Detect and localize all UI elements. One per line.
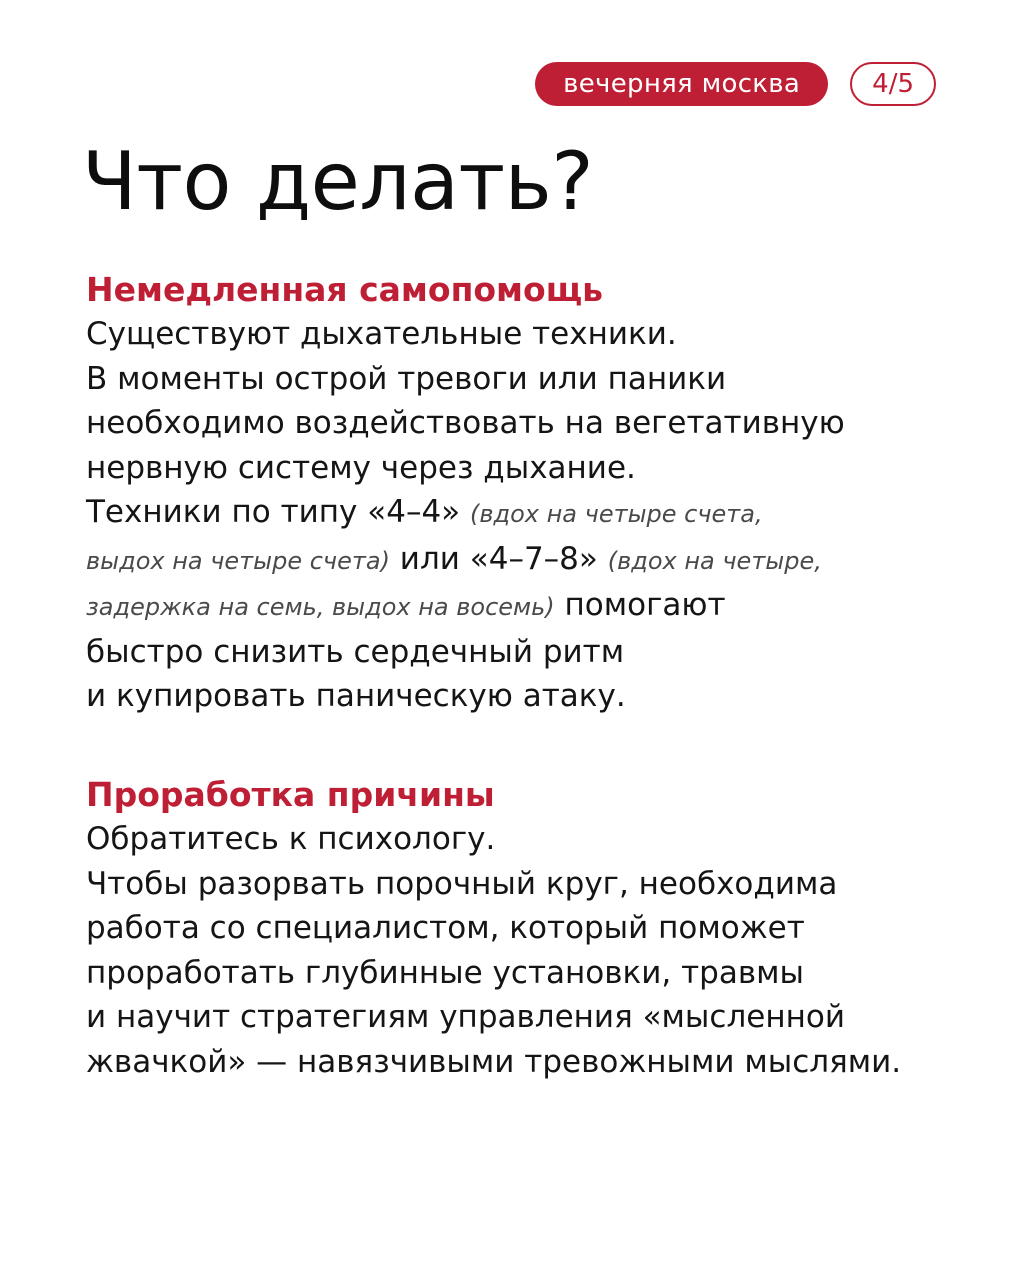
text-line — [86, 537, 966, 584]
text-line: В моменты острой тревоги или паники — [86, 360, 727, 397]
page-indicator: 4/5 — [850, 62, 936, 106]
text-line: и купировать паническую атаку. — [86, 678, 626, 714]
italic-note: выдох на четыре счета) — [86, 546, 390, 575]
text-line — [86, 583, 966, 630]
text-line: жвачкой» — навязчивыми тревожными мыслями. — [86, 1043, 902, 1080]
text-line: и научит стратегиям управления «мысленной — [86, 999, 845, 1035]
text-line: необходимо воздействовать на вегетативную — [86, 405, 845, 441]
section-root-cause — [86, 773, 966, 1084]
italic-note: задержка на семь, выдох на восемь) — [86, 593, 555, 621]
text-line: работа со специалистом, который поможет — [86, 910, 805, 946]
brand-badge: вечерняя москва — [535, 62, 828, 106]
text-line — [86, 490, 966, 537]
italic-note: (вдох на четыре счета, — [470, 500, 763, 528]
italic-note: (вдох на четыре, — [607, 546, 822, 575]
header — [535, 62, 936, 106]
text-fragment: помогают — [564, 587, 726, 623]
text-fragment: Техники по типу «4–4» — [86, 494, 461, 530]
text-line: Чтобы разорвать порочный круг, необходима — [86, 865, 838, 902]
section-self-help — [86, 268, 966, 719]
text-fragment: или «4–7–8» — [399, 540, 598, 577]
section-heading: Проработка причины — [86, 775, 495, 814]
page-title: Что делать? — [82, 135, 594, 228]
text-line: быстро снизить сердечный ритм — [86, 633, 625, 670]
text-line: Обратитесь к психологу. — [86, 821, 496, 857]
text-line: проработать глубинные установки, травмы — [86, 954, 804, 991]
text-line: Существуют дыхательные техники. — [86, 316, 677, 352]
text-line: нервную систему через дыхание. — [86, 449, 636, 486]
section-heading: Немедленная самопомощь — [86, 270, 604, 309]
